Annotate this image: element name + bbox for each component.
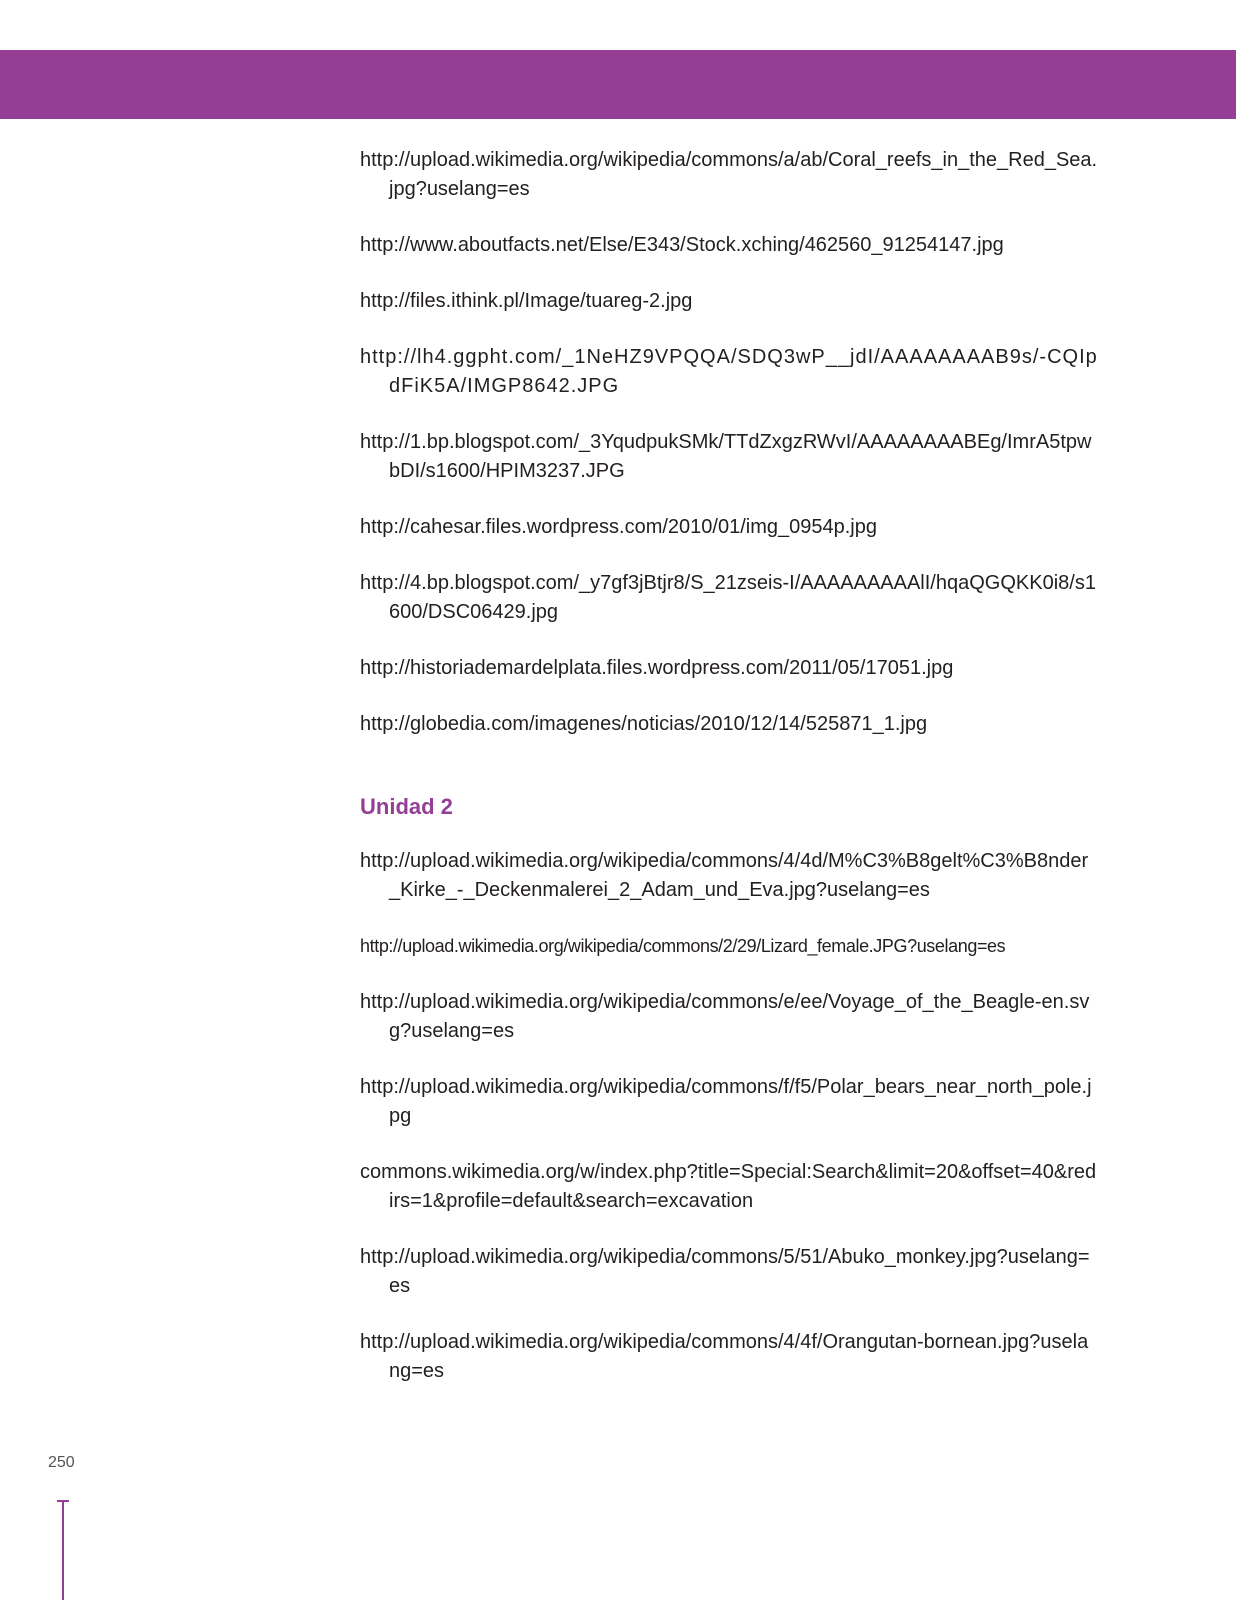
reference-url: http://upload.wikimedia.org/wikipedia/commons/4/4d/M%C3%B8gelt%C3%B8nder_Kirke_-_Deckenmalerei_2_Adam_und_Eva.jpg?uselang=es — [360, 850, 1089, 901]
reference-url: http://upload.wikimedia.org/wikipedia/commons/5/51/Abuko_monkey.jpg?uselang=es — [360, 1246, 1090, 1297]
reference-url: http://cahesar.files.wordpress.com/2010/01/img_0954p.jpg — [360, 516, 877, 538]
page-rule — [62, 1500, 64, 1600]
reference-url: http://4.bp.blogspot.com/_y7gf3jBtjr8/S_21zseis-I/AAAAAAAAAlI/hqaQGQKK0i8/s1600/DSC06429.jpg — [360, 572, 1096, 623]
reference-url: http://upload.wikimedia.org/wikipedia/commons/f/f5/Polar_bears_near_north_pole.jpg — [360, 1076, 1092, 1127]
reference-url: commons.wikimedia.org/w/index.php?title=Special:Search&limit=20&offset=40&redirs=1&profile=default&search=excavation — [360, 1161, 1097, 1212]
reference-url: http://lh4.ggpht.com/_1NeHZ9VPQQA/SDQ3wP__jdI/AAAAAAAAB9s/-CQIpdFiK5A/IMGP8642.JPG — [360, 346, 1098, 397]
reference-url: http://upload.wikimedia.org/wikipedia/commons/a/ab/Coral_reefs_in_the_Red_Sea.jpg?uselang=es — [360, 149, 1098, 200]
header-band — [0, 50, 1236, 119]
reference-url: http://globedia.com/imagenes/noticias/2010/12/14/525871_1.jpg — [360, 713, 928, 735]
reference-url: http://files.ithink.pl/Image/tuareg-2.jpg — [360, 290, 693, 312]
page-number: 250 — [48, 1454, 75, 1471]
reference-url: http://historiademardelplata.files.wordpress.com/2011/05/17051.jpg — [360, 657, 954, 679]
section-title: Unidad 2 — [360, 794, 453, 819]
reference-url: http://upload.wikimedia.org/wikipedia/commons/4/4f/Orangutan-bornean.jpg?uselang=es — [360, 1331, 1089, 1382]
reference-url: http://upload.wikimedia.org/wikipedia/commons/e/ee/Voyage_of_the_Beagle-en.svg?uselang=es — [360, 991, 1090, 1042]
reference-url: http://1.bp.blogspot.com/_3YqudpukSMk/TTdZxgzRWvI/AAAAAAAABEg/ImrA5tpwbDI/s1600/HPIM3237.JPG — [360, 431, 1092, 482]
reference-url: http://upload.wikimedia.org/wikipedia/commons/2/29/Lizard_female.JPG?uselang=es — [360, 936, 1006, 956]
reference-url: http://www.aboutfacts.net/Else/E343/Stock.xching/462560_91254147.jpg — [360, 234, 1004, 256]
references-list — [360, 146, 1098, 1413]
